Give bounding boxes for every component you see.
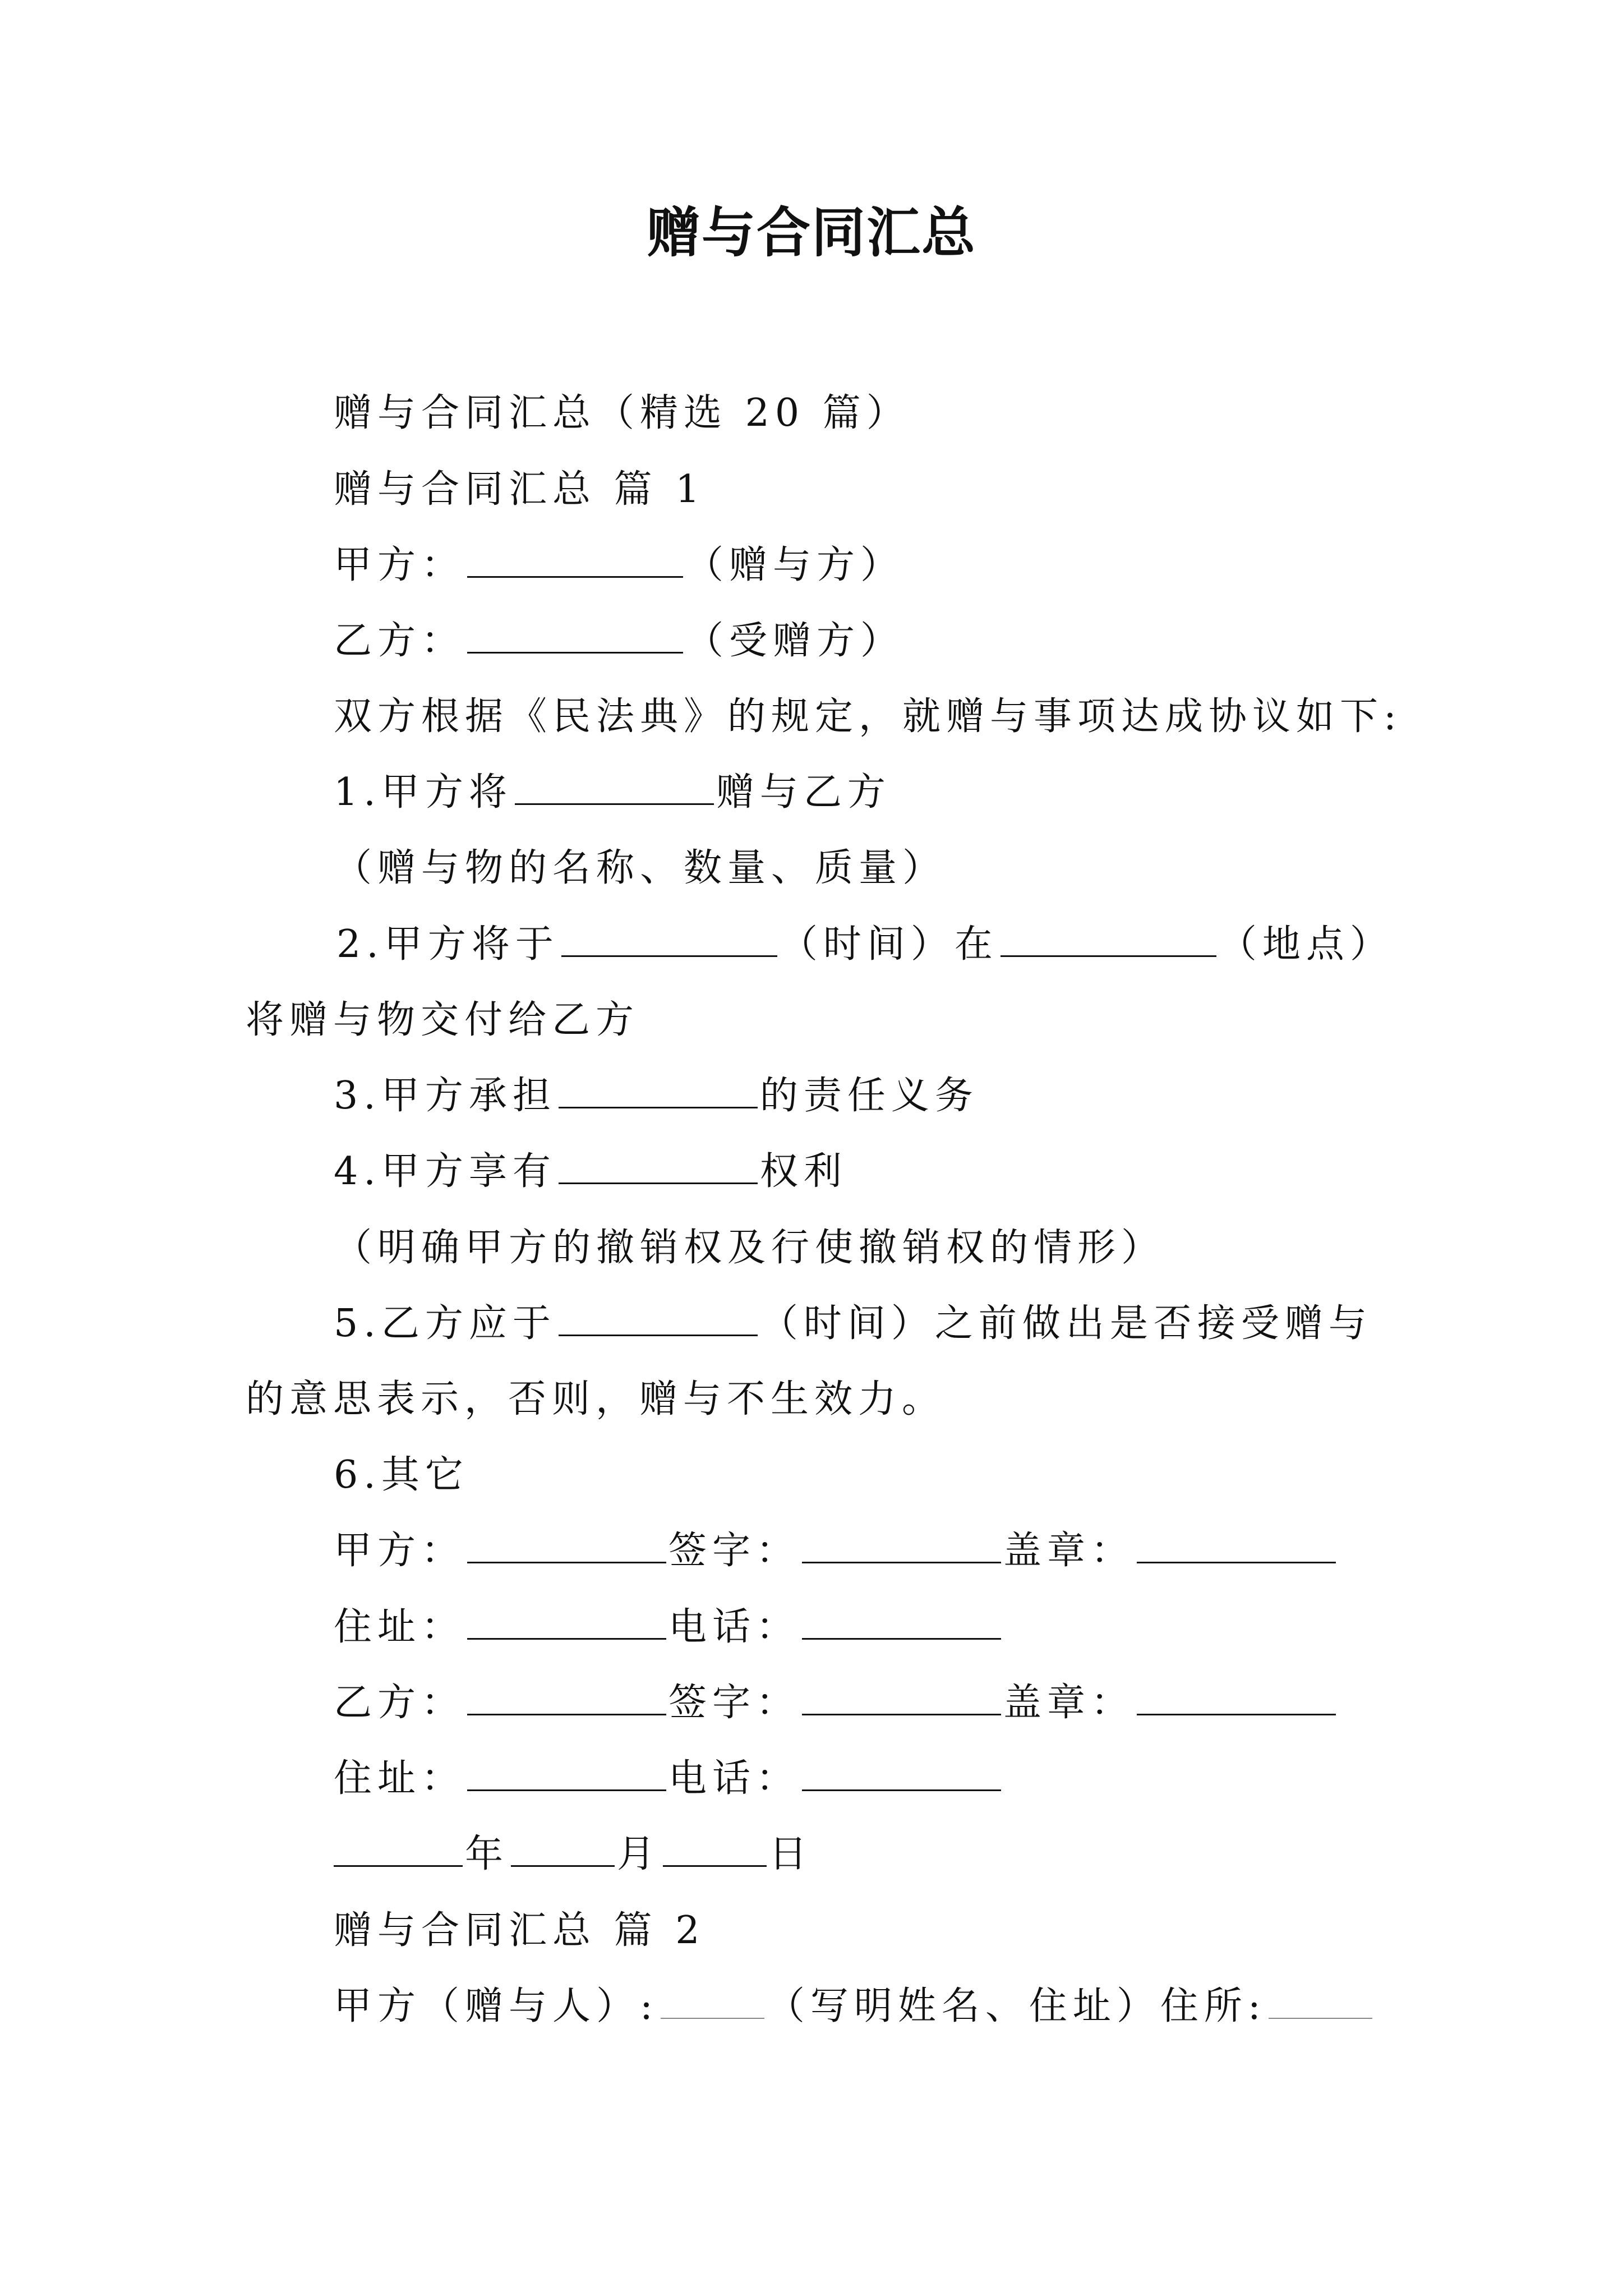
intro-text: 双方根据《民法典》的规定，就赠与事项达成协议如下: [334,694,1402,739]
item-2-time-blank [561,921,777,957]
sign-party-b-label: 乙方： [334,1681,465,1725]
item-4-prefix: 4.甲方享有 [334,1149,556,1194]
item-4-blank [559,1148,758,1184]
item-2-mid2: （地点） [1218,922,1394,967]
item-4-suffix: 权利 [759,1149,847,1194]
item-5-continuation: 的意思表示，否则，赠与不生效力。 [246,1377,946,1421]
party-a-role: （赠与方） [685,543,905,587]
address-party-a-blank [467,1603,666,1640]
item-3-blank [559,1072,758,1108]
sign-seal-label: 盖章： [1003,1681,1135,1725]
donor-note: （写明姓名、住址）住所: [766,1984,1266,2028]
item-5-blank [559,1300,758,1336]
sign-row-party-a [334,1526,1338,1576]
party-b-role: （受赠方） [685,619,905,663]
document-title: 赠与合同汇总 [647,201,976,264]
party-b-blank [467,617,683,654]
day-label: 日 [769,1832,813,1876]
address-label: 住址： [334,1605,465,1649]
item-2-mid1: （时间）在 [779,922,998,967]
item-3 [334,1071,979,1121]
item-4-note: （明确甲方的撤销权及行使撤销权的情形） [334,1226,1165,1270]
item-2-prefix: 2.甲方将于 [336,922,559,967]
sign-party-b-blank [467,1679,666,1715]
item-5-suffix: （时间）之前做出是否接受赠与 [759,1301,1372,1346]
item-4 [334,1147,847,1197]
item-5-prefix: 5.乙方应于 [334,1301,556,1346]
sign-signature-label: 签字： [668,1529,800,1573]
phone-label: 电话： [668,1605,800,1649]
address-label: 住址： [334,1756,465,1801]
phone-party-b-blank [802,1755,1001,1791]
donor-residence-blank [1269,1983,1372,2019]
phone-label: 电话： [668,1756,800,1801]
donor-label: 甲方（赠与人）: [334,1984,658,2028]
phone-party-a-blank [802,1603,1001,1640]
address-row-party-a [334,1602,1003,1653]
item-1-note: （赠与物的名称、数量、质量） [334,846,947,890]
year-label: 年 [465,1832,509,1876]
day-blank [663,1830,767,1867]
party-a-line [334,540,904,591]
sign-party-a-seal-blank [1137,1527,1336,1563]
item-5 [334,1299,1372,1349]
date-row [334,1829,813,1880]
sign-party-a-signature-blank [802,1527,1001,1563]
party-a-label: 甲方： [334,543,465,587]
month-blank [511,1830,615,1867]
address-row-party-b [334,1754,1003,1804]
item-2-continuation: 将赠与物交付给乙方 [246,998,640,1042]
item-1 [334,767,891,818]
item-3-suffix: 的责任义务 [759,1074,979,1118]
item-1-suffix: 赠与乙方 [716,770,891,815]
party-b-label: 乙方： [334,619,465,663]
item-1-blank [515,769,714,805]
sign-seal-label: 盖章： [1003,1529,1135,1573]
item-2-place-blank [1000,921,1216,957]
party-a-blank [467,541,683,578]
section2-heading: 赠与合同汇总 篇 2 [334,1908,706,1953]
item-2 [336,919,1394,970]
item-6: 6.其它 [334,1453,469,1497]
sign-row-party-b [334,1678,1338,1728]
sign-signature-label: 签字： [668,1681,800,1725]
party-b-line [334,616,904,666]
sign-party-b-signature-blank [802,1679,1001,1715]
subtitle: 赠与合同汇总（精选 20 篇） [334,391,910,435]
sign-party-b-seal-blank [1137,1679,1336,1715]
donor-name-blank [661,1983,764,2019]
address-party-b-blank [467,1755,666,1791]
month-label: 月 [617,1832,661,1876]
section1-heading: 赠与合同汇总 篇 1 [334,467,706,512]
item-1-prefix: 1.甲方将 [334,770,513,815]
year-blank [334,1830,463,1867]
sign-party-a-label: 甲方： [334,1529,465,1573]
sign-party-a-blank [467,1527,666,1563]
donor-line [334,1981,1375,2032]
item-3-prefix: 3.甲方承担 [334,1074,556,1118]
